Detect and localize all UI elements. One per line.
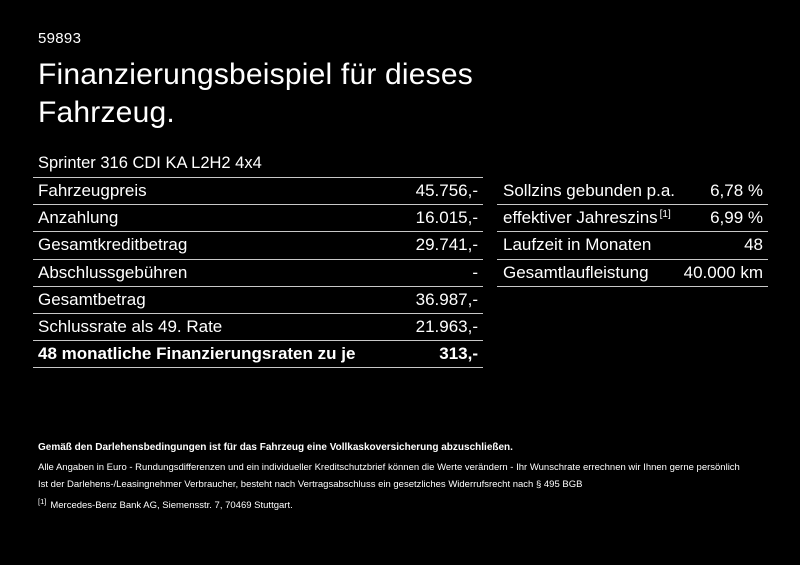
row-value: 21.963,- [415,317,478,337]
bank-footnote [38,496,783,513]
row-label: Schlussrate als 49. Rate [38,317,223,337]
table-row-monthly-rate-highlight [33,341,483,368]
row-value: 16.015,- [415,208,478,228]
row-value: 36.987,- [415,289,478,309]
row-label: Fahrzeugpreis [38,181,147,201]
row-label: Gesamtkreditbetrag [38,235,188,255]
row-label-text: effektiver Jahreszins [503,208,658,228]
row-label: 48 monatliche Finanzierungsraten zu je [38,344,356,364]
row-value: 48 [744,235,763,255]
row-value: 29.741,- [415,235,478,255]
document-number: 59893 [38,30,82,47]
finance-table [33,150,483,368]
table-row-gesamtlaufleistung [497,260,768,287]
row-label: Anzahlung [38,208,119,228]
row-value: - [472,262,478,282]
row-value: 6,78 % [710,181,763,201]
vehicle-model: Sprinter 316 CDI KA L2H2 4x4 [33,150,483,178]
row-value: 313,- [439,344,478,364]
row-label [503,208,671,228]
row-label: Sollzins gebunden p.a. [503,181,676,201]
footnote-text: Mercedes-Benz Bank AG, Siemensstr. 7, 70469 Stuttgart. [50,500,293,511]
euro-disclaimer-note: Alle Angaben in Euro - Rundungsdifferenzen und ein individueller Kreditschutzbrief können die Werte verändern - Ihr Wunschrate errechnen wir Ihnen gerne persönlich [38,462,740,473]
page-title: Finanzierungsbeispiel für dieses Fahrzeug. [38,58,473,129]
table-row-gesamtkreditbetrag [33,232,483,259]
insurance-requirement-note: Gemäß den Darlehensbedingungen ist für das Fahrzeug eine Vollkaskoversicherung abzuschließen. [38,442,513,453]
row-value: 40.000 km [683,262,763,282]
footnote-marker: [1] [659,208,671,220]
row-value: 6,99 % [710,208,763,228]
row-value: 45.756,- [415,181,478,201]
withdrawal-rights-note: Ist der Darlehens-/Leasingnehmer Verbraucher, besteht nach Vertragsabschluss ein gesetzliches Widerrufsrecht nach § 495 BGB [38,478,583,490]
table-row-anzahlung [33,205,483,232]
table-row-fahrzeugpreis [33,178,483,205]
footnote-marker: [1] [38,496,47,506]
table-row-laufzeit [497,232,768,259]
row-label: Gesamtlaufleistung [503,262,649,282]
table-row-effektiver-jahreszins [497,205,768,232]
row-label: Laufzeit in Monaten [503,235,652,255]
conditions-table [497,150,768,368]
row-label: Abschlussgebühren [38,262,188,282]
table-row-sollzins [497,178,768,205]
table-spacer [497,150,768,178]
finance-tables [33,150,768,368]
table-row-schlussrate [33,314,483,341]
table-row-abschlussgebuehren [33,260,483,287]
legal-footer [38,440,783,513]
table-row-gesamtbetrag [33,287,483,314]
row-label: Gesamtbetrag [38,289,146,309]
